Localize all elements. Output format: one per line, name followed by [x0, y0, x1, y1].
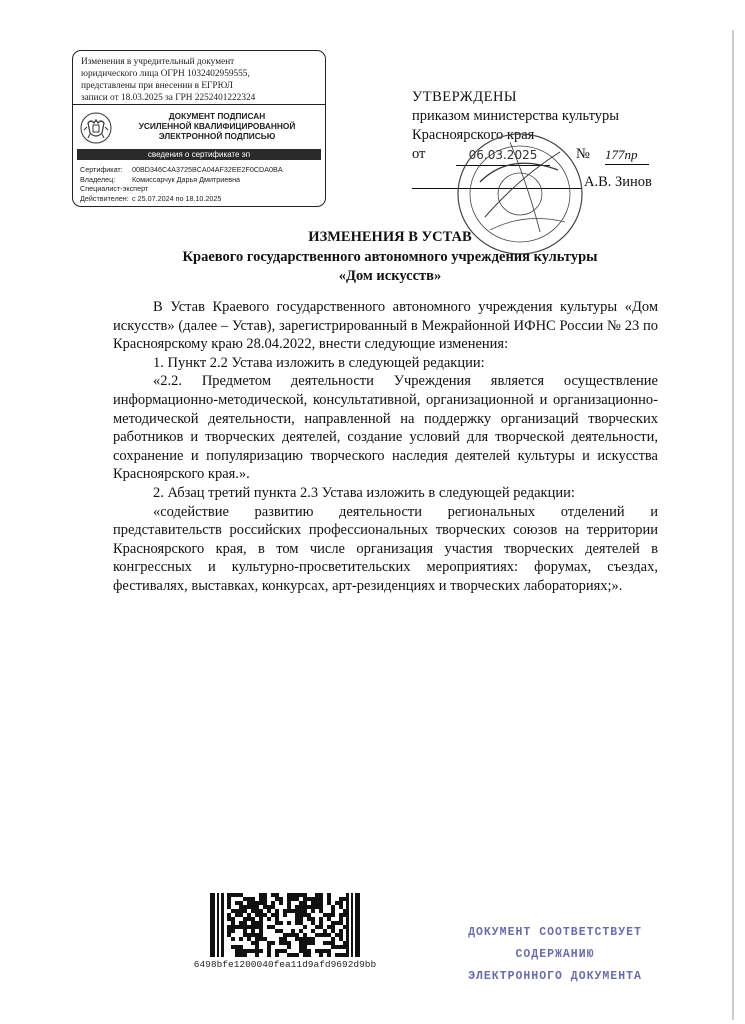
owner-row [80, 175, 322, 185]
conformity-line: СОДЕРЖАНИЮ [515, 948, 595, 961]
body-paragraph-intro: В Устав Краевого государственного автономного учреждения культуры «Дом искусств» (далее – Устав), зарегистрированный в Межрайонной ИФНС России № 23 по Красноярскому краю 28.04.2022, внести следующие изменения: [113, 299, 658, 353]
conformity-line: ДОКУМЕНТ СООТВЕТСТВУЕТ [468, 926, 642, 939]
registration-note-line: Изменения в учредительный документ [81, 57, 235, 67]
institution-name: «Дом искусств» [338, 268, 442, 284]
registration-note-line: представлены при внесении в ЕГРЮЛ [81, 81, 233, 91]
position-row [80, 184, 322, 194]
validity-label: Действителен: [80, 193, 129, 203]
document-barcode [210, 893, 360, 957]
body-item-1: 1. Пункт 2.2 Устава изложить в следующей редакции: [153, 354, 485, 371]
registration-note [73, 51, 325, 105]
body-item-2: 2. Абзац третий пункта 2.3 Устава изложить в следующей редакции: [153, 484, 575, 501]
approval-region-line: Красноярского края [412, 127, 535, 143]
signer-name: А.В. Зинов [584, 174, 652, 190]
approval-order-line: приказом министерства культуры [412, 108, 619, 124]
signature-title-line: ЭЛЕКТРОННОЙ ПОДПИСЬЮ [158, 131, 276, 141]
certificate-info-bar: сведения о сертификате эп [77, 149, 321, 160]
registration-note-line: записи от 18.03.2025 за ГРН 2252401222324 [81, 93, 256, 103]
signature-title-line: УСИЛЕННОЙ КВАЛИФИЦИРОВАННОЙ [138, 121, 296, 131]
signature-title-line: ДОКУМЕНТ ПОДПИСАН [168, 111, 266, 121]
barcode-id: 6498bfe1200040fea11d9afd9692d9bb [193, 959, 377, 970]
approval-number: 177пр [605, 145, 649, 165]
body-quote-2-3: «содействие развитию деятельности региональных отделений и представительств российских профессиональных творческих союзов на территории Красноярского края, в том числе организация участия творческих деятелей в конгрессных и культурно-просветительских мероприятиях: форумах, съездах, фестивалях, выставках, конкурсах, арт-резиденциях и творческих лабораториях;». [113, 503, 658, 594]
document-title: ИЗМЕНЕНИЯ В УСТАВ [308, 229, 472, 245]
document-body [113, 298, 658, 596]
body-quote-2-2: «2.2. Предметом деятельности Учреждения является осуществление информационно-методической, консультативной, организационной и организационно-методической деятельности, направленной на поддержку организаций творческих работников и творческих деятелей, создание условий для творческой деятельности, сохранение и популяризацию творческого наследия деятелей культуры и искусства Красноярского края.». [113, 373, 658, 483]
number-sign: № [576, 146, 590, 162]
approval-title: УТВЕРЖДЕНЫ [412, 89, 518, 105]
signature-title [117, 111, 317, 141]
certificate-value: 00BD346C4A3725BCA04AF32EE2F0CDA0BA [132, 165, 283, 174]
position-label: Специалист-эксперт [80, 184, 149, 193]
validity-value: с 25.07.2024 по 18.10.2025 [132, 193, 222, 203]
validity-row [80, 194, 322, 204]
date-prefix: от [412, 146, 426, 162]
e-signature-stamp [72, 50, 326, 207]
approval-date: 06.03.2025 [456, 146, 550, 166]
conformity-stamp [440, 922, 670, 988]
certificate-details [80, 165, 322, 203]
conformity-line: ЭЛЕКТРОННОГО ДОКУМЕНТА [468, 970, 642, 983]
certificate-row [80, 165, 322, 175]
owner-label: Владелец: [80, 174, 116, 184]
owner-value: Комиссарчук Дарья Дмитриевна [132, 174, 241, 184]
registration-note-line: юридического лица ОГРН 1032402959555, [81, 69, 250, 79]
page-edge [732, 30, 734, 1020]
certificate-label: Сертификат: [80, 165, 123, 174]
coat-of-arms-icon [79, 111, 113, 145]
institution-line: Краевого государственного автономного учреждения культуры [182, 249, 598, 265]
